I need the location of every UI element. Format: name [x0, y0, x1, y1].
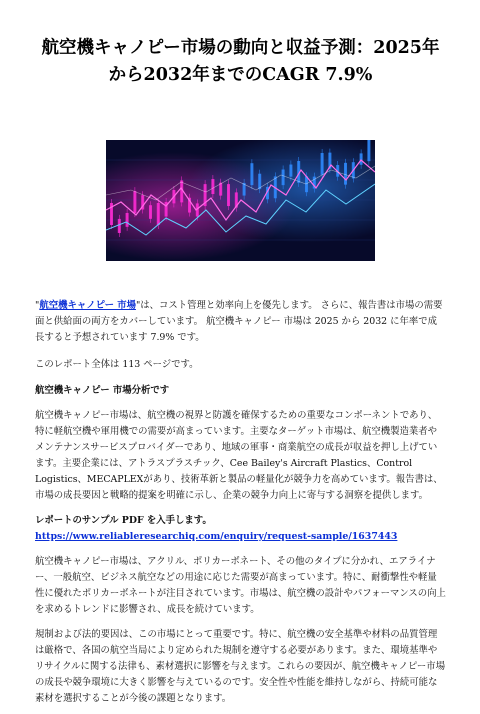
intro-quote: ": [35, 300, 40, 311]
candle-body: [289, 165, 292, 177]
candle-body: [126, 213, 129, 227]
financial-chart-image: [106, 140, 375, 261]
intro-paragraph: [35, 298, 446, 346]
candle-body: [321, 153, 324, 175]
segment-paragraph: 航空機キャノピー市場は、アクリル、ポリカーボネート、その他のタイプに分かれ、エアライナー、一般航空、ビジネス航空などの用途に応じた需要が高まっています。特に、耐衝撃性や軽量性に優れたポリカーボネートが注目されています。市場は、航空機の設計やパフォーマンスの向上を求めるトレンドに影響され、成長を続けています。: [35, 556, 446, 615]
sample-request: [35, 513, 446, 545]
candle-body: [282, 169, 285, 185]
intro-text: "は、コスト管理と効率向上を優先します。 さらに、報告書は市場の需要面と供給面の両方をカバーしています。 航空機キャノピー 市場は 2025 から 2032 に年率で成長すると予想されています 7.9% です。: [35, 300, 443, 343]
candle-body: [157, 203, 160, 225]
candle-body: [227, 184, 230, 206]
market-link[interactable]: 航空機キャノピー 市場: [39, 300, 136, 311]
document-page: [0, 35, 480, 714]
regulation-paragraph: 規制および法的要因は、この市場にとって重要です。特に、航空機の安全基準や材料の品質管理は厳格で、各国の航空当局により定められた規制を遵守する必要があります。また、環境基準やリサイクルに関する法律も、素材選択に影響を与えます。これらの要因が、航空機キャノピー市場の成長や競争環境に大きく影響を与えているのです。安全性や性能を維持しながら、持続可能な素材を選択することが今後の課題となります。: [35, 629, 446, 704]
sample-label: レポートのサンプル PDF を入手します。: [35, 515, 212, 526]
candle-body: [211, 179, 214, 194]
candle-body: [250, 163, 253, 185]
section-heading: 航空機キャノピー 市場分析です: [35, 385, 170, 396]
pages-line: このレポート全体は 113 ページです。: [35, 359, 199, 370]
page-title: 航空機キャノピー市場の動向と収益予測：2025年から2032年までのCAGR 7.9%: [41, 38, 440, 85]
candle-body: [367, 140, 370, 161]
candle-body: [133, 191, 136, 213]
sample-link[interactable]: https://www.reliableresearchiq.com/enquiry/request-sample/1637443: [35, 531, 398, 542]
candle-body: [344, 163, 347, 185]
analysis-paragraph: 航空機キャノピー市場は、航空機の視界と防護を確保するための重要なコンポーネントであり、特に軽航空機や軍用機での需要が高まっています。主要なターゲット市場は、航空機製造業者やメンテナンスサービスプロバイダーであり、地域の軍事・商業航空の成長が収益を押し上げています。主要企業には、アトラスプラスチック、Cee Bailey's Aircraft Plastics、Control Logistics、MECAPLEXがあり、技術革新と製品の軽量化が競争力を高めています。報告書は、市場の成長要因と戦略的提案を明確に示し、企業の競争力向上に寄与する洞察を提供します。: [35, 410, 443, 501]
candle-body: [149, 205, 152, 219]
candle-body: [118, 219, 121, 233]
candle-body: [360, 153, 363, 164]
